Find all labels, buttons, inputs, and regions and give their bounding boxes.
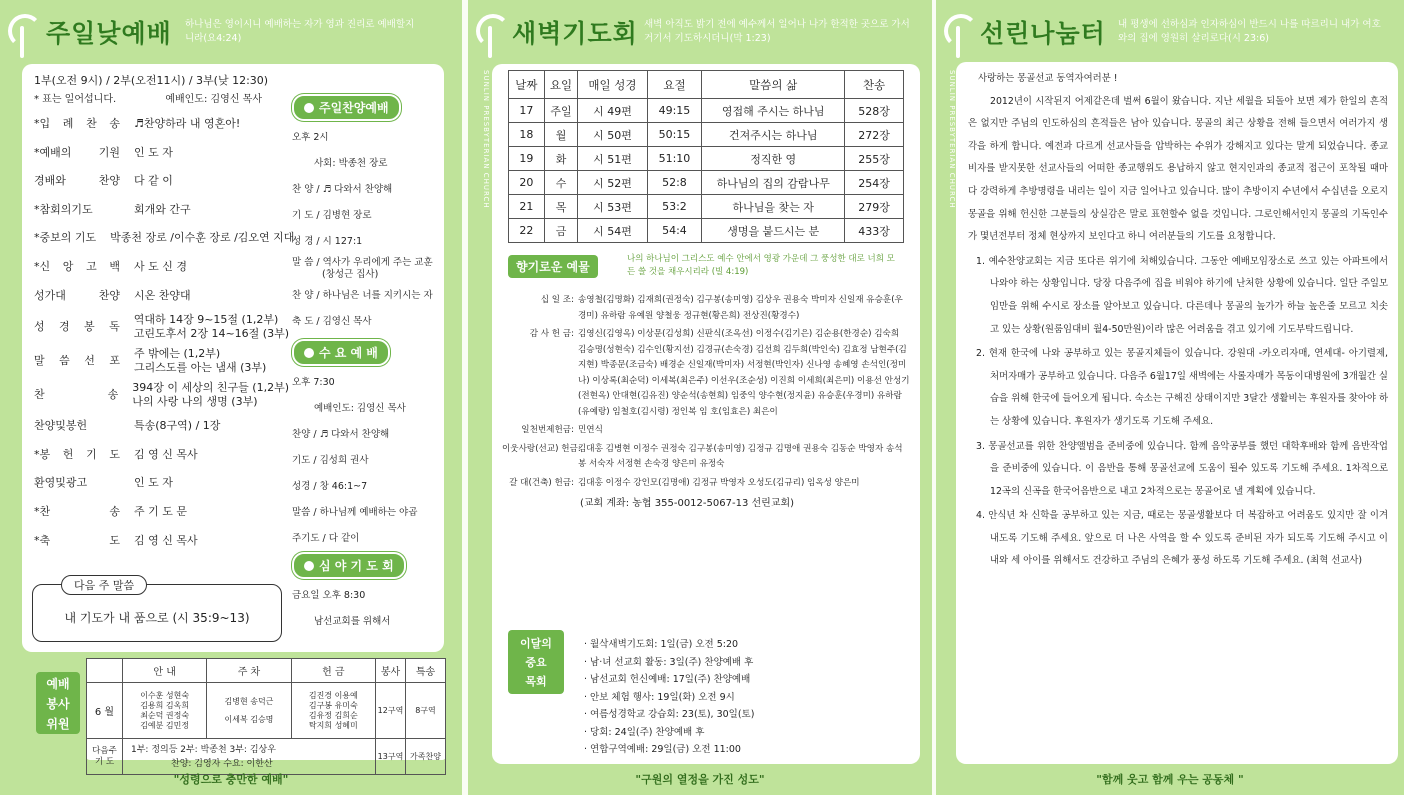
dawn-cell: 주일 [544,99,578,123]
praise-item: 사회: 박종천 장로 [314,158,388,169]
staff-header: 주 차 [207,659,291,683]
dawn-cell: 19 [509,147,545,171]
dawn-cell: 수 [544,171,578,195]
order-item [34,378,289,412]
dawn-cell: 시 54편 [578,219,647,243]
bullet-icon [304,103,314,113]
staff-table-box [86,658,446,769]
praise-item: 찬 양 / ♬ 다와서 찬양해 [292,184,393,195]
staff-header: 특송 [406,659,446,683]
header-verse: 하나님은 영이시니 예배하는 자가 영과 진리로 예배할지니라(요4:24) [185,19,415,44]
order-item [34,527,289,556]
dawn-col-header: 요절 [647,71,702,99]
footer-motto: "성령으로 충만한 예배" [173,773,289,786]
page-title: 선린나눔터 [980,19,1106,48]
dawn-cell: 시 51편 [578,147,647,171]
wed-item: 찬양 / ♬ 다와서 찬양해 [292,429,390,440]
order-item-value: 394장 이 세상의 친구들 (1,2부) 나의 사랑 나의 생명 (3부) [132,381,289,409]
offering-type: 갈 대(건축) 헌금: [509,477,574,488]
dawn-cell: 528장 [845,99,904,123]
dawn-cell: 254장 [845,171,904,195]
dawn-cell: 279장 [845,195,904,219]
logo-swirl-icon [8,14,42,48]
wed-title: 수 요 예 배 [292,339,390,366]
praise-list [292,125,442,335]
order-item-label: 말 씀 선 포 [34,354,120,368]
staff-service: 12구역 [376,683,406,739]
month-events [584,636,754,759]
wed-item: 주기도 / 다 같이 [292,533,360,544]
offering-names: 김대홍 이정수 강인모(김명애) 김정규 박영자 오성도(김규리) 임옥성 양은미 [578,477,860,488]
dawn-col-header: 날짜 [509,71,545,99]
dawn-row [509,195,904,219]
wed-list [292,370,442,552]
dawn-cell: 화 [544,147,578,171]
staff-header: 봉사 [376,659,406,683]
order-item-label: *참회의기도 [34,202,93,216]
offering-type: 감 사 헌 금: [529,329,574,339]
event-item: · 연합구역예배: 29일(금) 오전 11:00 [584,744,741,755]
dawn-cell: 시 50편 [578,123,647,147]
dawn-row [509,147,904,171]
praise-item: 말 씀 / 역사가 우리에게 주는 교훈 (창성근 집사) [292,257,433,280]
prayer-requests [968,251,1388,573]
dawn-cell: 하나님을 찾는 자 [702,195,845,219]
praise-item: 성 경 / 시 127:1 [292,236,363,247]
order-item [34,167,289,196]
staff-special: 8구역 [406,683,446,739]
offering-verse: 나의 하나님이 그리스도 예수 안에서 영광 가운데 그 풍성한 대로 너희 모든 쓸 것을 채우시리라 (빌 4:19) [627,254,895,277]
order-item [34,344,289,378]
header-verse: 내 평생에 선하심과 인자하심이 반드시 나를 따르리니 내가 여호와의 집에 영원히 살리로다(시 23:6) [1118,19,1381,44]
dawn-content [492,64,920,764]
next-word-label: 다음 주 말씀 [61,575,147,595]
order-item-value: 김 영 신 목사 [134,533,198,547]
offering-names: 김대홍 김병현 이정수 권정숙 김구봉(송미영) 김정규 김명애 권용숙 김동순 박영자 송석봉 서숙자 서정현 손숙경 양은미 유정숙 [578,443,903,469]
offering-row [502,476,910,492]
order-item [34,412,289,441]
wed-item: 말씀 / 하나님께 예배하는 야곱 [292,507,418,518]
fri-title: 심 야 기 도 회 [292,552,406,579]
header [936,0,1404,62]
dawn-cell: 18 [509,123,545,147]
offering-names: 민연식 [578,425,603,435]
other-services [292,94,442,635]
wed-item: 예배인도: 김영신 목사 [314,403,406,414]
dawn-cell: 53:2 [647,195,702,219]
offering-row [502,423,910,439]
offering-type: 이웃사랑(선교) 헌금: [502,443,581,454]
order-item-label: 성가대 찬양 [34,288,120,302]
dawn-cell: 금 [544,219,578,243]
order-item [34,224,295,253]
bank-account: (교회 계좌: 농협 355-0012-5067-13 선린교회) [580,498,795,509]
prayer-item: 2. 현재 한국에 나와 공부하고 있는 몽골지체들이 있습니다. 강원대 -카오리자매, 연세대- 아기렬제, 처머자매가 공부하고 있습니다. 다음주 6월17일 새벽에는 사롤자매가 목동이대병원에 3개월간 실습을 위해 한국에 들어오게 됩니다. 숙소는 구해진 상태이지만 3달간 생활비는 후원자를 찾아야 하는 상황에 있습니다. 후원자가 생기도록 기도해 주세요. [976,348,1388,427]
offering-list [502,293,910,491]
order-item-value: 역대하 14장 9~15절 (1,2부) 고린도후서 2장 14~16절 (3부) [133,313,289,341]
fri-list [292,583,442,635]
order-item-label: 환영및광고 [34,476,88,490]
dawn-col-header: 찬송 [845,71,904,99]
logo-swirl-icon [944,14,978,48]
staff-table [86,658,446,775]
order-item [34,282,289,311]
dawn-cell: 20 [509,171,545,195]
dawn-cell: 52:8 [647,171,702,195]
order-item [34,441,289,470]
dawn-cell: 목 [544,195,578,219]
order-item [34,469,289,498]
order-item [34,196,289,225]
event-item: · 월삭새벽기도회: 1일(금) 오전 5:20 [584,639,739,650]
event-item: · 여름성경학교 강습회: 23(토), 30일(토) [584,709,755,720]
side-church-name: SUNLIN PRESBYTERIAN CHURCH [948,70,956,209]
prayer-item: 3. 몽골선교를 위한 찬양앨범을 준비중에 있습니다. 함께 음악공부를 했던 대학후배와 함께 음반작업을 준비중에 있습니다. 이 음반을 통해 몽골선교에 도움이 될수 있도록 기도해 주세요. 1차적으로 12곡의 신곡을 한국어음반으로 내고 2차적으로는 몽골어로 낼 계획에 있습니다. [976,440,1388,497]
dawn-cell: 21 [509,195,545,219]
staff-offering: 김진경 이용예 김구봉 유미숙 김유정 김희순 탁지희 성혜미 [291,683,375,739]
dawn-cell: 시 52편 [578,171,647,195]
dawn-cell: 22 [509,219,545,243]
order-item-value: 인 도 자 [134,145,173,159]
staff-parking: 김병현 송덕근 이세복 김승명 [207,683,291,739]
offering-title: 향기로운 예물 [508,255,598,278]
dawn-cell: 49:15 [647,99,702,123]
prayer-item: 1. 예수찬양교회는 지금 또다른 위기에 처해있습니다. 그동안 예배모임장소로 쓰고 있는 아파트에서 나와야 하는 상황입니다. 당장 다음주에 집을 비워야 하기에 난처한 상황에 있습니다. 일단 주일모임만을 위해 수시로 장소를 알아보고 있습니다. 다른데나 몽골의 높가가 하늘 높은줄 모르고 치솟고 있는 상황(원룸임대비 월4-50만원)이라 많은 어려움을 겪고 있기에 기도부탁드립니다. [976,255,1388,335]
event-item: · 남·녀 선교회 활동: 3일(주) 찬양예배 후 [584,656,754,668]
next-sing: 가족찬양 [406,739,446,775]
order-item-value: 주 기 도 문 [134,504,187,518]
dawn-cell: 시 49편 [578,99,647,123]
footer-motto: "함께 웃고 함께 우는 공동체 " [1096,773,1244,786]
footer-motto: "구원의 열정을 가진 성도" [635,773,765,786]
letter-intro: 2012년이 시작된지 어제같은데 벌써 6월이 왔습니다. 지난 세월을 되돌아 보면 제가 한일의 흔적은 없지만 주님의 인도하심의 흔적들은 남아 있습니다. 몽골의 최근 상황을 전해 들으면서 여러가지 생각을 하게 합니다. 예전과 다르게 선교사들을 압박하는 수위가 강해지고 있다는 말게 되었습니다. 종교비자를 받지못한 선교사들의 어떠한 종교행위도 용납하지 않고 현지인과의 종교적 접근이 포착될 때마다 강력하게 추방명령을 내리는 일이 지금 일어나고 있습니다. 많이 추방이지 수년에서 수십년을 오로지 몽골을 위해 헌신한 그분들의 상실감은 말로 표현할수 없을 것입니다. 그로인해서인지 몽골의 기독인수가 몇년전부터 정체 현상까지 보인다고 하니 여러분들의 기도를 요청합니다. [968,95,1388,243]
order-item-label: *입 례 찬 송 [34,117,120,130]
order-item-label: 찬양및봉헌 [34,419,88,433]
order-item-value: 회개와 간구 [134,202,191,216]
page-title: 주일낮예배 [46,19,172,48]
offering-row [502,442,910,473]
staff-guide: 이수훈 성현숙 김용희 김옥희 최순덕 권정숙 김예분 김민정 [123,683,207,739]
dawn-cell: 영접해 주시는 하나님 [702,99,845,123]
order-item [34,498,289,527]
order-item-label: 찬 송 [34,388,119,402]
next-prayer-label: 다음주 기 도 [87,739,123,775]
dawn-cell: 54:4 [647,219,702,243]
event-item: · 안보 체험 행사: 19일(화) 오전 9시 [584,691,735,703]
praise-item: 찬 양 / 하나님은 너를 지키시는 자 [292,290,433,301]
order-item-value: 인 도 자 [134,476,173,490]
order-item-label: *예배의 기원 [34,145,120,159]
dawn-cell: 시 53편 [578,195,647,219]
service-times: 1부(오전 9시) / 2부(오전11시) / 3부(낮 12:30) [34,74,269,87]
order-item [34,110,289,139]
next-word: 내 기도가 내 품으로 (시 35:9~13) [64,611,250,625]
next-prayer-row2: 찬양: 김영자 수요: 이한산 [171,758,273,769]
worship-leader: 예배인도: 김영신 목사 [165,94,262,105]
fri-item: 남선교회를 위해서 [314,616,391,627]
order-item-label: *축 도 [34,533,120,547]
mission-letter [956,62,1398,764]
order-item-label: 성 경 봉 독 [34,320,120,334]
panel-sharing [936,0,1404,795]
event-item: · 남선교회 헌신예배: 17일(주) 찬양예배 [584,674,751,685]
dawn-cell: 생명을 붙드시는 분 [702,219,845,243]
header-verse: 새벽 아직도 밝기 전에 예수께서 일어나 나가 한적한 곳으로 가서 거기서 기도하시더니(막 1:23) [644,19,910,44]
next-prayer-row1: 1부: 정의등 2부: 박종천 3부: 김상우 [131,744,276,755]
wed-item: 오후 7:30 [292,377,335,388]
bullet-icon [304,348,314,358]
wed-item: 성경 / 창 46:1~7 [292,481,368,492]
order-item [34,139,289,168]
order-item-label: *신 앙 고 백 [34,259,120,273]
stand-note: * 표는 일어섭니다. [34,94,117,105]
dawn-row [509,219,904,243]
next-week-box [32,579,282,642]
order-item [34,253,289,282]
dawn-cell: 건져주시는 하나님 [702,123,845,147]
dawn-row [509,123,904,147]
header [0,0,462,62]
logo-swirl-icon [476,14,510,48]
staff-label: 예배 봉사 위원 [36,672,80,734]
order-of-service [22,64,444,652]
order-item-value: 다 같 이 [134,174,173,188]
staff-month: 6 월 [87,683,123,739]
panel-dawn-prayer [468,0,932,795]
praise-title: 주일찬양예배 [292,94,401,121]
order-item-label: *봉 헌 기 도 [34,447,120,461]
order-item-value: ♬찬양하라 내 영혼아! [134,117,241,130]
order-item [34,310,289,344]
bullet-icon [304,561,314,571]
month-events-tag: 이달의 중요 목회 [508,630,564,694]
dawn-schedule-table [508,70,904,243]
order-item-label: *중보의 기도 [34,231,97,245]
dawn-cell: 51:10 [647,147,702,171]
dawn-col-header: 요일 [544,71,578,99]
offering-names: 김영신(김영옥) 이상문(김성희) 신판식(조옥선) 이정수(김기은) 김순용(한경순) 김숙희 김승명(성현숙) 김수인(황지선) 김경규(손숙경) 김선희 김두희(박인숙) 김효정 남현주(김지현) 박종문(조금숙) 배경순 신일재(박미자) 서정현(박인자) 신나영 송혜영 손석인(정미나) 이상록(최순덕) 이세복(최은주) 이선우(조순성) 이진희 이세희(최은미) 이용선 안성기(전현옥) 안대현(김유진) 양순석(송현희) 임중익 양수현(정지윤) 유승훈(우경미) 유하람(유예랑) 임철호(김시령) 정인복 임 호(임효은) 최은이 [578,329,910,417]
letter-greeting: 사랑하는 몽골선교 동역자여러분 ! [978,73,1118,84]
order-item-value: 박종천 장로 /이수훈 장로 /김오연 지대 [110,231,295,245]
dawn-cell: 433장 [845,219,904,243]
order-item-value: 시온 찬양대 [134,288,191,302]
dawn-cell: 17 [509,99,545,123]
dawn-cell: 50:15 [647,123,702,147]
fri-item: 금요일 오후 8:30 [292,590,366,601]
event-item: · 당회: 24일(주) 찬양예배 후 [584,726,705,738]
praise-item: 기 도 / 김병현 장로 [292,210,372,221]
dawn-row [509,99,904,123]
wed-item: 기도 / 김성희 권사 [292,455,369,466]
dawn-cell: 정직한 영 [702,147,845,171]
dawn-cell: 272장 [845,123,904,147]
offering-row [502,293,910,324]
order-list [34,110,295,555]
praise-item: 축 도 / 김영신 목사 [292,316,372,327]
offering-row [502,327,910,420]
order-item-value: 주 밖에는 (1,2부) 그리스도를 아는 냄새 (3부) [134,347,267,375]
offering-type: 십 일 조: [540,295,574,305]
prayer-item: 4. 안식년 차 신학을 공부하고 있는 지금, 때로는 몽골생활보다 더 복잡하고 어려움도 있지만 잘 이겨내도록 기도해 주세요. 앞으로 더 나은 사역을 할 수 있도록 준비된 자가 되도록 기도해 주시고 이내와 세 아이를 위해서도 건강하고 주님의 은혜가 풍성 하도록 기도해 주세요. (최혁 선교사) [976,510,1388,567]
dawn-cell: 월 [544,123,578,147]
dawn-col-header: 말씀의 삶 [702,71,845,99]
page-title: 새벽기도회 [512,19,638,48]
praise-item: 오후 2시 [292,132,329,143]
dawn-row [509,171,904,195]
dawn-cell: 하나님의 집의 감람나무 [702,171,845,195]
order-item-value: 사 도 신 경 [134,259,187,273]
dawn-cell: 255장 [845,147,904,171]
side-church-name: SUNLIN PRESBYTERIAN CHURCH [482,70,490,209]
staff-header: 헌 금 [291,659,375,683]
offering-type: 일천번제헌금: [521,425,574,435]
offering-names: 송영철(김명화) 김재희(권정숙) 김구봉(송미영) 김상우 권용숙 박미자 신일재 유승훈(우경미) 유하람 유예원 양철웅 정규현(황은희) 전상진(황경수) [578,295,903,321]
dawn-col-header: 매일 성경 [578,71,647,99]
next-serve: 13구역 [376,739,406,775]
staff-header: 안 내 [123,659,207,683]
header [468,0,932,62]
panel-sunday-worship [0,0,462,795]
order-item-label: *찬 송 [34,504,120,518]
order-item-value: 특송(8구역) / 1장 [134,419,221,433]
order-item-label: 경배와 찬양 [34,174,120,188]
order-item-value: 김 영 신 목사 [134,447,198,461]
